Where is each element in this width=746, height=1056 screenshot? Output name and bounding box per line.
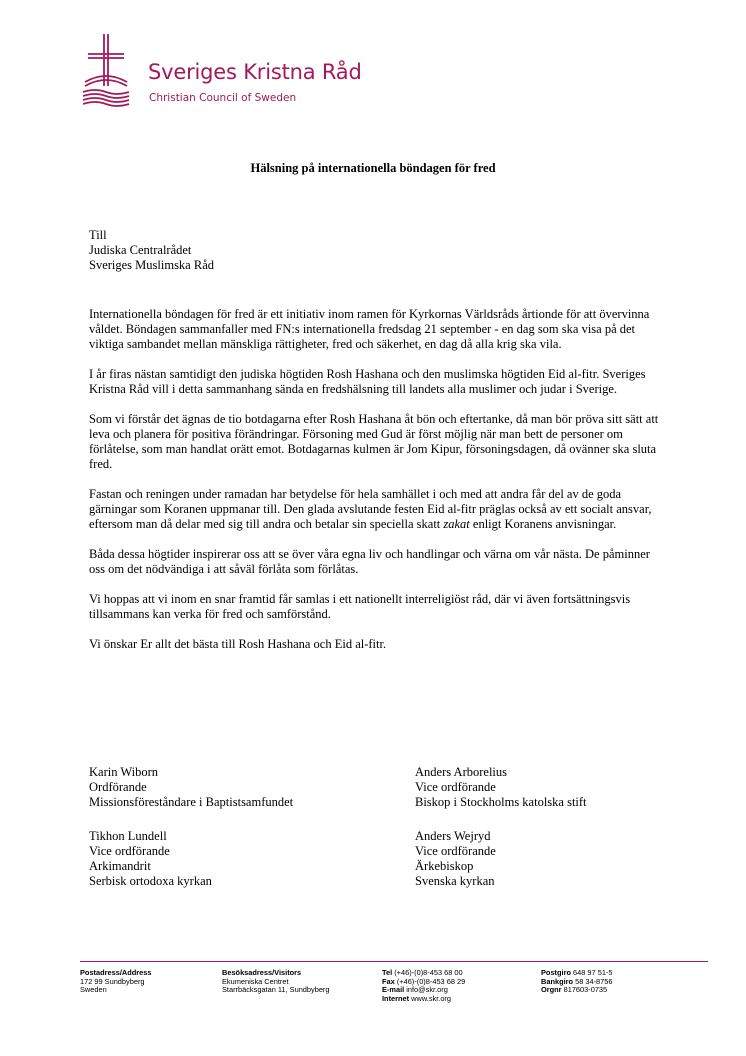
signature [415,829,715,889]
paragraph-text: Fastan och reningen under ramadan har betydelse för hela samhället i och med att andra får del av de goda gärningar som Koranen uppmanar till. Den glada avslutande festen Eid al-fitr präglas också av ett socialt ansvar, eftersom man då delar med sig till andra och betalar sin speciella skatt [89,487,652,531]
organization-subtitle: Christian Council of Sweden [149,92,297,104]
phone-number: (+46)-(0)8-453 68 00 [394,968,463,977]
cross-boat-icon [83,34,143,110]
signature-title: Arkimandrit [89,859,151,873]
footer-text: 58 34-8756 [575,976,613,986]
footer-text: Ekumeniska Centret [222,976,289,986]
recipient-line: Sveriges Muslimska Råd [89,258,214,272]
signature-name: Anders Arborelius [415,765,507,779]
footer-label: Postgiro [541,968,571,977]
signature-extra: Serbisk ortodoxa kyrkan [89,874,212,888]
signature-role: Ordförande [89,780,147,794]
signature-name: Anders Wejryd [415,829,491,843]
footer-text: 648 97 51-5 [573,968,613,977]
email-link[interactable]: info@skr.org [406,985,448,995]
paragraph: Vi önskar Er allt det bästa till Rosh Hashana och Eid al-fitr. [89,637,387,651]
footer-text: Sweden [80,985,107,995]
paragraph: Vi hoppas att vi inom en snar framtid får samlas i ett nationellt interreligiöst råd, där vi även fortsättningsvis tillsammans kan verka för fred och samförstånd. [89,592,631,621]
letter-body [89,307,669,667]
paragraph-italic: zakat [443,517,470,531]
signature-title: Biskop i Stockholms katolska stift [415,795,587,809]
paragraph: Båda dessa högtider inspirerar oss att se över våra egna liv och handlingar och värna om vår nästa. De påminner oss om det nödvändiga i att såväl förlåta som förlåtas. [89,547,650,576]
paragraph [89,487,669,532]
logo [83,34,383,114]
footer-label: Orgnr [541,985,562,995]
footer-visitor-address [222,969,330,995]
signature-role: Vice ordförande [415,844,496,858]
footer-text: Starrbäcksgatan 11, Sundbyberg [222,985,330,995]
paragraph: Som vi förstår det ägnas de tio botdagarna efter Rosh Hashana åt bön och eftertanke, då man bör pröva sitt sätt att leva och planera för positiva förändringar. Försoning med Gud är först möjlig när man bett de personer om förlåtelse, som man handlat orätt emot. Botdagarnas kulmen är Jom Kipur, försoningsdagen, då ovänner ska sluta fred. [89,412,659,471]
paragraph: I år firas nästan samtidigt den judiska högtiden Rosh Hashana och den muslimska högtiden Eid al-fitr. Sveriges Kristna Råd vill i detta sammanhang sända en fredshälsning till landets alla muslimer och judar i Sverige. [89,367,646,396]
paragraph: Internationella böndagen för fred är ett initiativ inom ramen för Kyrkornas Världsråds årtionde för att övervinna våldet. Böndagen sammanfaller med FN:s internationella fredsdag 21 september - en dag som ska visa på det viktiga sambandet mellan mänskliga rättigheter, fred och säkerhet, en dag då alla krig ska vila. [89,307,650,351]
recipients-block [89,228,214,273]
letter-title: Hälsning på internationella böndagen för fred [250,161,496,175]
signature-role: Vice ordförande [89,844,170,858]
footer-label: Fax [382,976,395,986]
signature-title: Missionsföreståndare i Baptistsamfundet [89,795,294,809]
organization-name: Sveriges Kristna Råd [148,60,362,84]
signature [415,765,715,810]
signature-extra: Svenska kyrkan [415,874,495,888]
footer-label: Tel [382,968,393,977]
footer-label: Besöksadress/Visitors [222,968,302,977]
recipient-line: Judiska Centralrådet [89,243,192,257]
footer-text: 172 99 Sundbyberg [80,976,145,986]
footer-divider [80,961,708,962]
fax-number: (+46)-(0)8-453 68 29 [396,976,466,986]
footer-bank-info [541,969,613,995]
website-link[interactable]: www.skr.org [411,993,452,1003]
signature-name: Tikhon Lundell [89,829,167,843]
paragraph-text: enligt Koranens anvisningar. [469,517,617,531]
footer-label: E-mail [382,985,405,995]
footer-label: Internet [382,993,410,1003]
footer-label: Bankgiro [541,976,574,986]
footer-contact [382,969,465,1003]
footer-text: 817603-0735 [563,985,608,995]
signature-title: Ärkebiskop [415,859,474,873]
recipient-line: Till [89,228,107,242]
footer-postal-address [80,969,151,995]
signature [89,829,389,889]
signature-role: Vice ordförande [415,780,496,794]
signature-name: Karin Wiborn [89,765,159,779]
footer-label: Postadress/Address [80,968,152,977]
signature [89,765,389,810]
